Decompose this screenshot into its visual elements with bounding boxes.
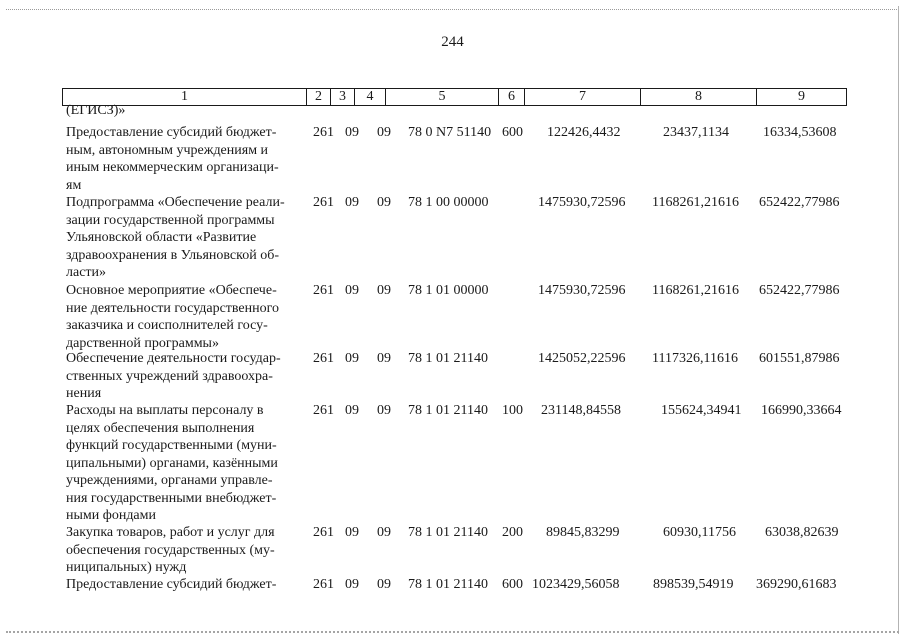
cell-col-8: 1168261,21616 [652, 283, 739, 298]
description-line: здравоохранения в Ульяновской об- [66, 247, 279, 263]
description-line: нения [66, 386, 102, 401]
cell-col-3: 09 [345, 403, 359, 418]
cell-col-2: 261 [313, 195, 334, 210]
description-line: ям [66, 177, 82, 193]
description-line: ным, автономным учреждениям и [66, 142, 269, 158]
row-description [66, 102, 304, 120]
header-col-8: 8 [641, 89, 757, 105]
description-line: ния государственными внебюджет- [66, 490, 277, 506]
cell-col-9: 652422,77986 [759, 283, 840, 298]
header-col-3: 3 [331, 89, 355, 105]
cell-col-5: 78 1 01 21140 [408, 525, 488, 540]
cell-col-9: 601551,87986 [759, 351, 840, 366]
cell-col-2: 261 [313, 577, 334, 592]
header-col-9: 9 [798, 89, 805, 104]
cell-col-2: 261 [313, 403, 334, 418]
row-description [66, 576, 304, 594]
description-line: дарственной программы» [66, 335, 219, 351]
description-line: Закупка товаров, работ и услуг для [66, 525, 275, 540]
description-line: иным некоммерческим организаци- [66, 160, 279, 175]
cell-col-4: 09 [377, 195, 391, 210]
header-col-1: 1 [63, 89, 307, 105]
cell-col-8: 23437,1134 [663, 125, 729, 140]
description-line: ниципальных) нужд [66, 560, 187, 575]
row-description [66, 524, 304, 577]
page-number: 244 [441, 34, 464, 50]
description-line: Основное мероприятие «Обеспече- [66, 283, 277, 298]
cell-col-4: 09 [377, 403, 391, 418]
description-line: функций государственными (муни- [66, 438, 277, 453]
description-line: ными фондами [66, 508, 157, 523]
description-line: целях обеспечения выполнения [66, 420, 255, 436]
description-line: (ЕГИСЗ)» [66, 103, 126, 118]
cell-col-3: 09 [345, 577, 359, 592]
scan-edge-bottom [6, 631, 899, 633]
cell-col-9: 166990,33664 [761, 403, 842, 418]
header-col-7: 7 [525, 89, 641, 105]
row-description [66, 350, 304, 403]
scan-edge-top [6, 9, 899, 10]
cell-col-7: 89845,83299 [546, 525, 620, 540]
cell-col-7: 1425052,22596 [538, 351, 626, 366]
cell-col-9: 652422,77986 [759, 195, 840, 210]
cell-col-5: 78 1 01 00000 [408, 283, 489, 298]
cell-col-9: 63038,82639 [765, 525, 839, 540]
cell-col-3: 09 [345, 351, 359, 366]
cell-col-2: 261 [313, 351, 334, 366]
description-line: Предоставление субсидий бюджет- [66, 577, 277, 592]
description-line: учреждениями, органами управле- [66, 473, 273, 488]
description-line: Предоставление субсидий бюджет- [66, 125, 277, 140]
row-description [66, 194, 304, 282]
description-line: Расходы на выплаты персоналу в [66, 403, 264, 418]
description-line: Подпрограмма «Обеспечение реали- [66, 195, 285, 210]
cell-col-3: 09 [345, 525, 359, 540]
header-col-2: 2 [307, 89, 331, 105]
description-line: зации государственной программы [66, 212, 275, 228]
cell-col-8: 898539,54919 [653, 577, 734, 592]
cell-col-3: 09 [345, 195, 359, 210]
header-col-6: 6 [499, 89, 525, 105]
cell-col-5: 78 1 00 00000 [408, 195, 489, 210]
cell-col-7: 1475930,72596 [538, 195, 626, 210]
scan-edge-right [898, 6, 899, 634]
description-line: ственных учреждений здравоохра- [66, 368, 273, 384]
cell-col-7: 122426,4432 [547, 125, 621, 140]
cell-col-8: 155624,34941 [661, 403, 742, 418]
header-col-5: 5 [386, 89, 499, 105]
row-description [66, 402, 304, 525]
cell-col-7: 231148,84558 [541, 403, 621, 418]
cell-col-3: 09 [345, 283, 359, 298]
cell-col-4: 09 [377, 525, 391, 540]
cell-col-6: 600 [502, 577, 523, 592]
cell-col-2: 261 [313, 525, 334, 540]
cell-col-6: 200 [502, 525, 523, 540]
cell-col-2: 261 [313, 125, 334, 140]
cell-col-4: 09 [377, 577, 391, 592]
header-col-4: 4 [355, 89, 386, 105]
description-line: обеспечения государственных (му- [66, 542, 275, 558]
cell-col-6: 600 [502, 125, 523, 140]
cell-col-3: 09 [345, 125, 359, 140]
row-description [66, 282, 304, 352]
cell-col-4: 09 [377, 125, 391, 140]
cell-col-8: 60930,11756 [663, 525, 736, 540]
cell-col-4: 09 [377, 283, 391, 298]
cell-col-9: 369290,61683 [756, 577, 837, 592]
cell-col-5: 78 0 N7 51140 [408, 125, 492, 140]
cell-col-6: 100 [502, 403, 523, 418]
row-description [66, 124, 304, 194]
description-line: ние деятельности государственного [66, 300, 280, 316]
cell-col-7: 1023429,56058 [532, 577, 620, 592]
cell-col-5: 78 1 01 21140 [408, 403, 488, 418]
cell-col-4: 09 [377, 351, 391, 366]
description-line: ципальными) органами, казёнными [66, 455, 278, 471]
cell-col-2: 261 [313, 283, 334, 298]
cell-col-9: 16334,53608 [763, 125, 837, 140]
description-line: Ульяновской области «Развитие [66, 230, 257, 245]
cell-col-7: 1475930,72596 [538, 283, 626, 298]
cell-col-5: 78 1 01 21140 [408, 351, 488, 366]
description-line: ласти» [66, 265, 107, 280]
cell-col-8: 1117326,11616 [652, 351, 738, 366]
cell-col-8: 1168261,21616 [652, 195, 739, 210]
description-line: заказчика и соисполнителей госу- [66, 318, 268, 333]
description-line: Обеспечение деятельности государ- [66, 351, 281, 366]
cell-col-5: 78 1 01 21140 [408, 577, 488, 592]
